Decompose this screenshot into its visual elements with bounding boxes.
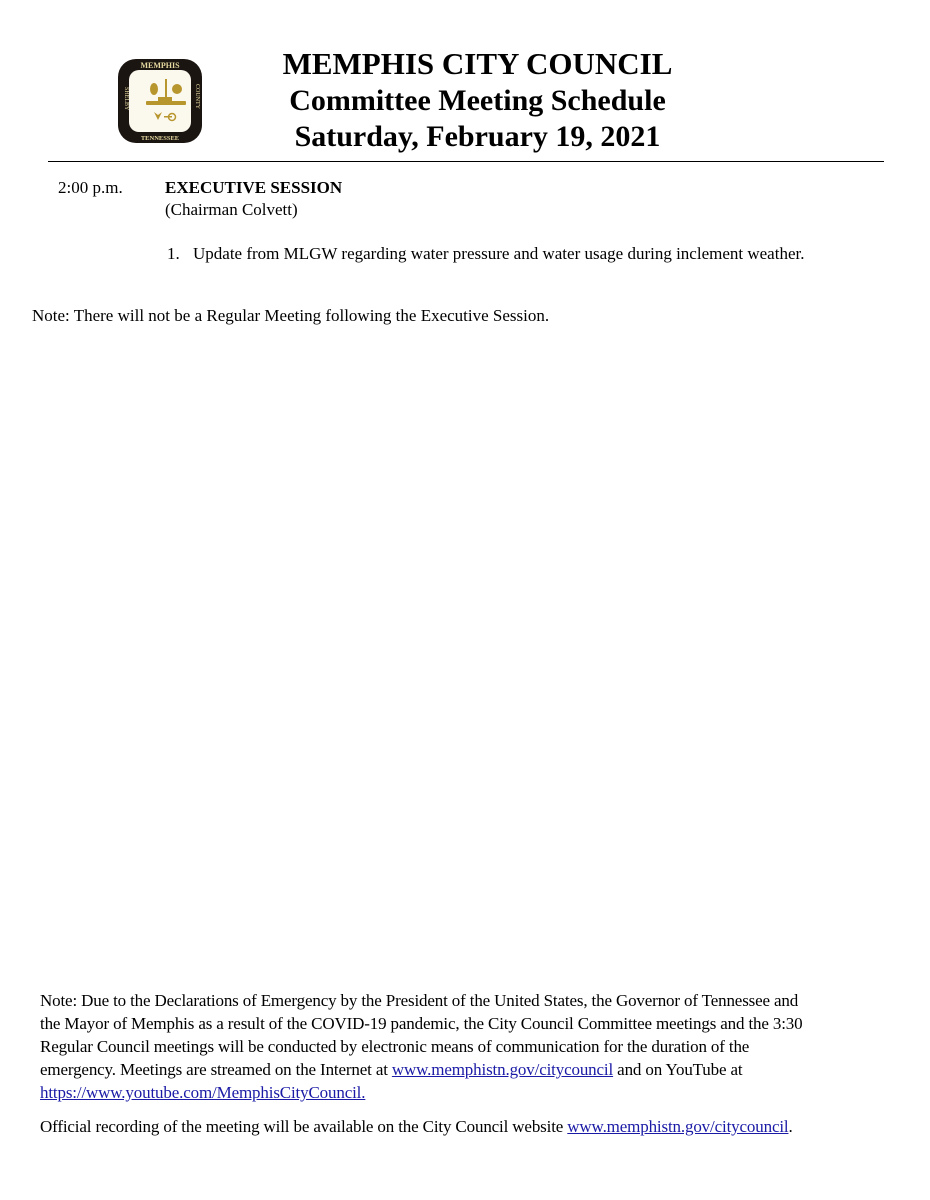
svg-text:SHELBY: SHELBY bbox=[123, 87, 129, 111]
agenda-item-text: Update from MLGW regarding water pressure and water usage during inclement weather. bbox=[193, 244, 805, 263]
svg-text:COUNTY: COUNTY bbox=[194, 84, 200, 109]
agenda-item bbox=[167, 244, 804, 264]
session-chair: (Chairman Colvett) bbox=[165, 200, 298, 219]
youtube-link[interactable]: https://www.youtube.com/MemphisCityCouncil. bbox=[40, 1083, 366, 1102]
session-time: 2:00 p.m. bbox=[58, 178, 123, 197]
note-no-regular-meeting: Note: There will not be a Regular Meeting following the Executive Session. bbox=[32, 306, 550, 325]
footer-text: Official recording of the meeting will be available on the City Council website bbox=[40, 1117, 568, 1136]
page-subtitle: Committee Meeting Schedule bbox=[289, 84, 666, 117]
footer-notice bbox=[40, 989, 803, 1138]
footer-line: the Mayor of Memphis as a result of the COVID-19 pandemic, the City Council Committee meetings and the 3:30 bbox=[40, 1014, 803, 1033]
council-website-link[interactable]: www.memphistn.gov/citycouncil bbox=[391, 1060, 614, 1079]
meeting-date: Saturday, February 19, 2021 bbox=[294, 120, 661, 153]
footer-line bbox=[40, 1058, 803, 1081]
agenda-item-number: 1. bbox=[167, 244, 180, 263]
official-website-link[interactable]: www.memphistn.gov/citycouncil bbox=[567, 1117, 789, 1136]
official-recording-note bbox=[40, 1115, 803, 1138]
footer-line: Note: Due to the Declarations of Emergency by the President of the United States, the Governor of Tennessee and bbox=[40, 991, 799, 1010]
footer-line bbox=[40, 1081, 803, 1104]
svg-text:TENNESSEE: TENNESSEE bbox=[140, 135, 180, 142]
header-divider bbox=[48, 161, 884, 162]
svg-text:MEMPHIS: MEMPHIS bbox=[140, 61, 180, 70]
footer-line: Regular Council meetings will be conducted by electronic means of communication for the duration of the bbox=[40, 1037, 750, 1056]
footer-text: . bbox=[788, 1117, 793, 1136]
footer-text: emergency. Meetings are streamed on the Internet at bbox=[40, 1060, 392, 1079]
session-name: EXECUTIVE SESSION bbox=[165, 178, 343, 197]
page-title: MEMPHIS CITY COUNCIL bbox=[282, 46, 673, 81]
footer-text: and on YouTube at bbox=[613, 1060, 743, 1079]
